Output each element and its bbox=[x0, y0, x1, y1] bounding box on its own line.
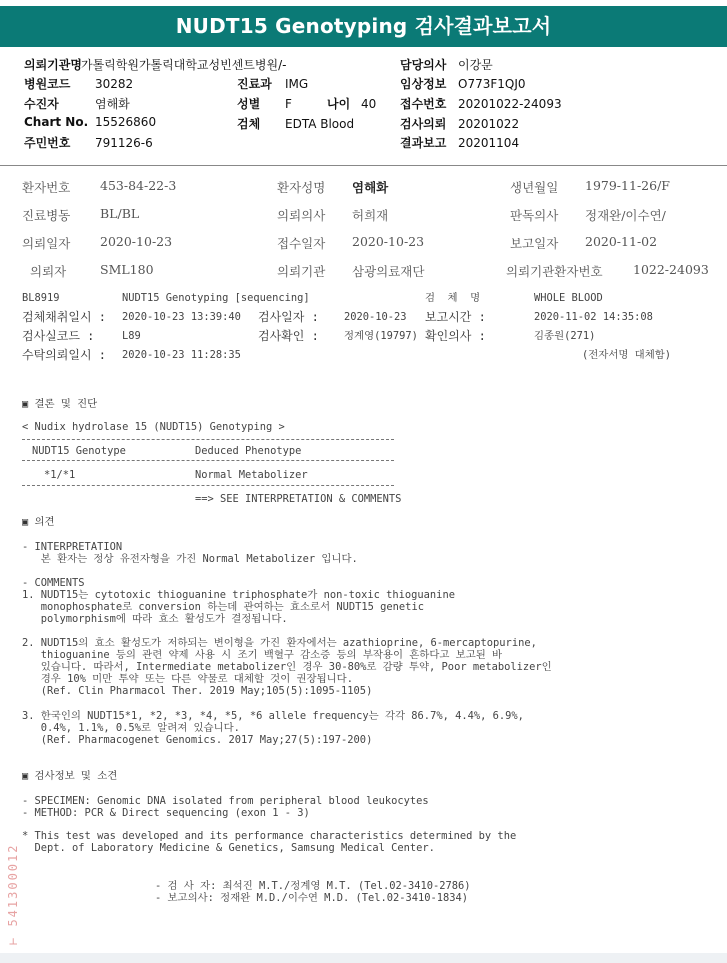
note-line-2: Dept. of Laboratory Medicine & Genetics, Samsung Medical Center. bbox=[22, 842, 435, 854]
ref-doctor-label: 의뢰의사 bbox=[277, 208, 326, 223]
specimen-value: EDTA Blood bbox=[285, 117, 355, 131]
ward-value: BL/BL bbox=[100, 206, 140, 221]
ref-doctor-value: 허희재 bbox=[352, 208, 389, 223]
ssn-label: 주민번호 bbox=[24, 136, 71, 150]
ward-label: 진료병동 bbox=[22, 208, 71, 223]
dob-value: 1979-11-26/F bbox=[585, 178, 670, 193]
rcv-date-value: 2020-10-23 bbox=[352, 234, 425, 249]
confirm-label: 검사확인 : bbox=[258, 329, 319, 343]
confirm-value: 정계영(19797) bbox=[344, 330, 418, 342]
comment-3-line-3: (Ref. Pharmacogenet Genomics. 2017 May;27(5):197-200) bbox=[22, 734, 373, 746]
comment-1-line-3: polymorphism에 따라 효소 활성도가 결정됩니다. bbox=[22, 613, 288, 625]
see-interpretation: ==> SEE INTERPRETATION & COMMENTS bbox=[195, 493, 402, 505]
dept-label: 진료과 bbox=[237, 77, 272, 91]
tester-line: - 검 사 자: 최석진 M.T./정계영 M.T. (Tel.02-3410-2786) bbox=[155, 880, 471, 892]
chart-label: Chart No. bbox=[24, 115, 89, 129]
table-top-rule bbox=[22, 439, 394, 440]
chart-value: 15526860 bbox=[95, 115, 157, 129]
requester-value: SML180 bbox=[100, 262, 154, 277]
collect-value: 2020-10-23 13:39:40 bbox=[122, 311, 241, 323]
checkdoc-label: 확인의사 : bbox=[425, 329, 486, 343]
comment-2-line-4: 경우 10% 미만 투약 또는 다른 약물로 대체할 것이 권장됩니다. bbox=[22, 673, 353, 685]
rcv-date-label: 접수일자 bbox=[277, 236, 326, 251]
patient-id-label: 환자번호 bbox=[22, 180, 71, 195]
room-label: 검사실코드 : bbox=[22, 329, 95, 343]
reading-doctor-value: 정재완/이수연/ bbox=[585, 208, 666, 223]
receipt-value: 20201022-24093 bbox=[458, 97, 562, 111]
doctor-label: 담당의사 bbox=[400, 58, 447, 72]
table-header-rule bbox=[22, 460, 394, 461]
rep-date-value: 2020-11-02 bbox=[585, 234, 658, 249]
request-value: 20201022 bbox=[458, 117, 520, 131]
ssn-value: 791126-6 bbox=[95, 136, 153, 150]
request-label: 검사의뢰 bbox=[400, 117, 447, 131]
code-value: 30282 bbox=[95, 77, 134, 91]
method-line: - METHOD: PCR & Direct sequencing (exon 1 - 3) bbox=[22, 807, 310, 819]
specimen-label: 검체 bbox=[237, 117, 261, 131]
phenotype-value: Normal Metabolizer bbox=[195, 469, 308, 481]
reporttime-label: 보고시간 : bbox=[425, 310, 486, 324]
test-code: BL8919 bbox=[22, 292, 60, 304]
code-label: 병원코드 bbox=[24, 77, 71, 91]
age-value: 40 bbox=[361, 97, 377, 111]
test-name: NUDT15 Genotyping [sequencing] bbox=[122, 292, 310, 304]
comment-2-line-2: thioguanine 등의 관련 약제 사용 시 조기 백혈구 감소증 등의 부작용이 흔하다고 보고된 바 bbox=[22, 649, 503, 661]
collect-label: 검체채취일시 : bbox=[22, 310, 107, 324]
clinical-label: 임상정보 bbox=[400, 77, 447, 91]
doctor-value: 이강문 bbox=[458, 58, 493, 72]
esign-note: (전자서명 대체함) bbox=[582, 349, 672, 361]
sex-value: F bbox=[285, 97, 292, 111]
comment-3-line-2: 0.4%, 1.1%, 0.5%로 알려져 있습니다. bbox=[22, 722, 240, 734]
receiver-label: 수진자 bbox=[24, 97, 59, 111]
report-label: 결과보고 bbox=[400, 136, 447, 150]
age-label: 나이 bbox=[327, 97, 351, 111]
genotype-value: *1/*1 bbox=[44, 469, 76, 481]
method-heading: ▣ 검사정보 및 소견 bbox=[22, 770, 118, 782]
comment-2-line-1: 2. NUDT15의 효소 활성도가 저하되는 변이형을 가진 환자에서는 azathioprine, 6-mercaptopurine, bbox=[22, 637, 537, 649]
specimen-name-label: 검 체 명 bbox=[425, 292, 481, 304]
checkdoc-value: 김종원(271) bbox=[534, 330, 596, 342]
conclusion-subtitle: < Nudix hydrolase 15 (NUDT15) Genotyping > bbox=[22, 421, 285, 433]
comment-1-line-2: monophosphate로 conversion 하는데 관여하는 효소로서 NUDT15 genetic bbox=[22, 601, 424, 613]
table-bottom-rule bbox=[22, 485, 394, 486]
clinical-value: O773F1QJ0 bbox=[458, 77, 526, 91]
specimen-name-value: WHOLE BLOOD bbox=[534, 292, 603, 304]
hospital-value: 가톨릭학원가톨릭대학교성빈센트병원/- bbox=[81, 58, 287, 72]
reporter-line: - 보고의사: 정재완 M.D./이수연 M.D. (Tel.02-3410-1834) bbox=[155, 892, 469, 904]
testdate-label: 검사일자 : bbox=[258, 310, 319, 324]
testdate-value: 2020-10-23 bbox=[344, 311, 407, 323]
interpretation-title: - INTERPRETATION bbox=[22, 541, 123, 553]
ref-inst-value: 삼광의료재단 bbox=[352, 264, 425, 279]
interpretation-text: 본 환자는 정상 유전자형을 가진 Normal Metabolizer 입니다. bbox=[22, 553, 358, 565]
patient-name-value: 염해화 bbox=[352, 180, 389, 195]
rep-date-label: 보고일자 bbox=[510, 236, 559, 251]
header-divider bbox=[0, 165, 727, 166]
sex-label: 성별 bbox=[237, 97, 261, 111]
note-line-1: * This test was developed and its performance characteristics determined by the bbox=[22, 830, 517, 842]
specimen-line: - SPECIMEN: Genomic DNA isolated from peripheral blood leukocytes bbox=[22, 795, 429, 807]
comment-1-line-1: 1. NUDT15는 cytotoxic thioguanine triphosphate가 non-toxic thioguanine bbox=[22, 589, 455, 601]
reporttime-value: 2020-11-02 14:35:08 bbox=[534, 311, 653, 323]
bottom-edge bbox=[0, 953, 727, 963]
conclusion-heading: ▣ 결론 및 진단 bbox=[22, 398, 98, 410]
opinion-heading: ▣ 의견 bbox=[22, 516, 55, 528]
receiver-value: 염해화 bbox=[95, 97, 130, 111]
requester-label: 의뢰자 bbox=[30, 264, 67, 279]
ref-inst-no-label: 의뢰기관환자번호 bbox=[506, 264, 603, 279]
col-phenotype-header: Deduced Phenotype bbox=[195, 445, 302, 457]
comments-title: - COMMENTS bbox=[22, 577, 85, 589]
ref-inst-no-value: 1022-24093 bbox=[633, 262, 709, 277]
reading-doctor-label: 판독의사 bbox=[510, 208, 559, 223]
entrust-label: 수탁의뢰일시 : bbox=[22, 348, 107, 362]
side-stamp: ⊢ 541300012 bbox=[6, 843, 20, 945]
dob-label: 생년월일 bbox=[510, 180, 559, 195]
col-genotype-header: NUDT15 Genotype bbox=[32, 445, 126, 457]
patient-id-value: 453-84-22-3 bbox=[100, 178, 177, 193]
comment-2-line-5: (Ref. Clin Pharmacol Ther. 2019 May;105(5):1095-1105) bbox=[22, 685, 373, 697]
receipt-label: 접수번호 bbox=[400, 97, 447, 111]
comment-2-line-3: 있습니다. 따라서, Intermediate metabolizer인 경우 30-80%로 감량 투약, Poor metabolizer인 bbox=[22, 661, 552, 673]
report-value: 20201104 bbox=[458, 136, 520, 150]
dept-value: IMG bbox=[285, 77, 309, 91]
entrust-value: 2020-10-23 11:28:35 bbox=[122, 349, 241, 361]
hospital-label: 의뢰기관명 bbox=[24, 58, 82, 72]
ref-date-label: 의뢰일자 bbox=[22, 236, 71, 251]
report-title: NUDT15 Genotyping 검사결과보고서 bbox=[0, 6, 727, 47]
comment-3-line-1: 3. 한국인의 NUDT15*1, *2, *3, *4, *5, *6 allele frequency는 각각 86.7%, 4.4%, 6.9%, bbox=[22, 710, 524, 722]
ref-inst-label: 의뢰기관 bbox=[277, 264, 326, 279]
patient-name-label: 환자성명 bbox=[277, 180, 326, 195]
ref-date-value: 2020-10-23 bbox=[100, 234, 173, 249]
room-value: L89 bbox=[122, 330, 141, 342]
